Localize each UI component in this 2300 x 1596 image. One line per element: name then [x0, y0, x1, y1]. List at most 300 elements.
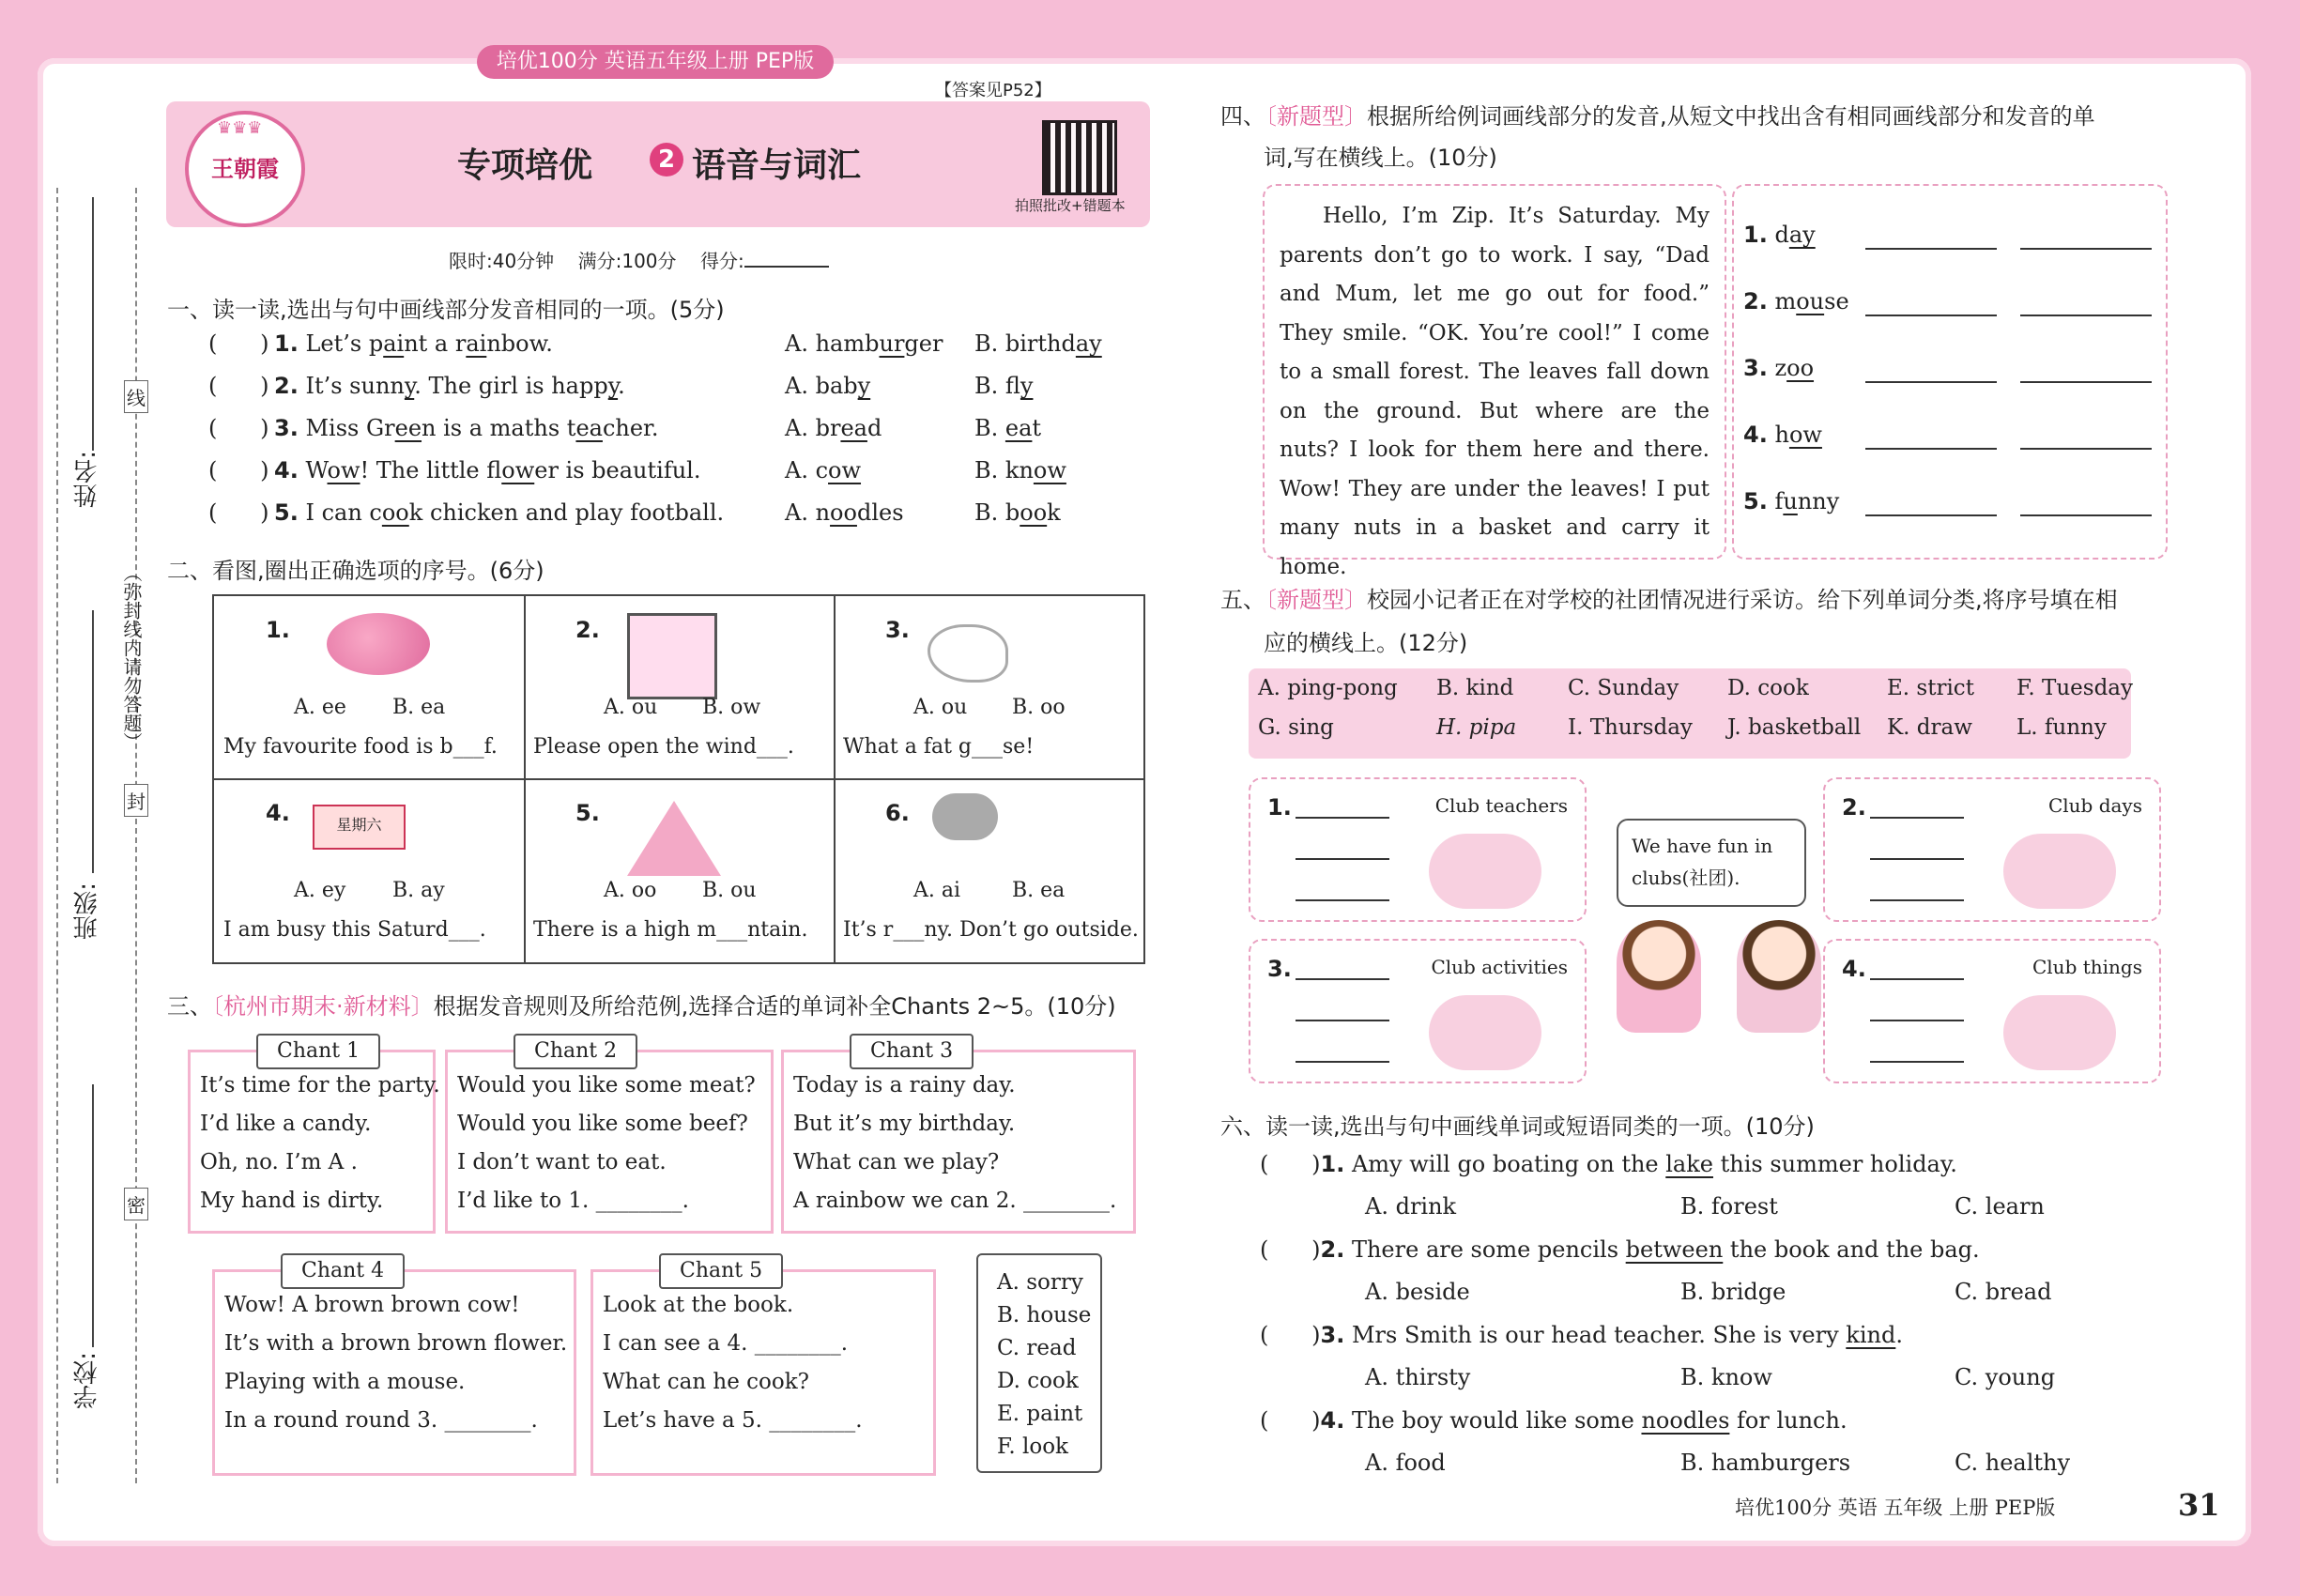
- chant-line: I can see a 4. ________.: [603, 1331, 849, 1356]
- chant-line: Today is a rainy day.: [793, 1073, 1016, 1097]
- underlined-word: between: [1625, 1236, 1724, 1263]
- underlined-sound: ee: [394, 415, 422, 441]
- bubble-line-1: We have fun in: [1632, 835, 1773, 857]
- chant-label: Chant 1: [256, 1034, 380, 1069]
- word-number: 2.: [1743, 288, 1768, 315]
- option-text: dles: [856, 499, 904, 526]
- name-label: 姓名:: [73, 451, 101, 508]
- category-blank[interactable]: [1296, 978, 1389, 980]
- chant-box: [445, 1039, 774, 1234]
- sentence-part: Let’s p: [305, 330, 384, 357]
- girl-reporter-avatar: [1617, 920, 1701, 1033]
- underlined-sound: oo: [381, 499, 409, 526]
- option-a[interactable]: [785, 330, 943, 357]
- option-a[interactable]: A. beside: [1365, 1279, 1470, 1305]
- option-underline: y: [857, 373, 871, 399]
- score-label: 得分:: [699, 250, 744, 272]
- underlined-sound: ow: [327, 457, 360, 483]
- answer-blank-1[interactable]: [1865, 381, 1997, 383]
- speech-bubble: [1617, 819, 1806, 907]
- chant-option: D. cook: [997, 1369, 1079, 1393]
- sentence-part: nt a r: [404, 330, 467, 357]
- word-number: 5.: [1743, 488, 1768, 514]
- category-blank[interactable]: [1870, 817, 1964, 819]
- category-blank[interactable]: [1870, 858, 1964, 860]
- option-text: k: [1047, 499, 1061, 526]
- picture-sentence: It’s r___ny. Don’t go outside.: [843, 918, 1139, 942]
- sentence-part: k chicken and play footb: [408, 499, 689, 526]
- margin-dash-line-1: [56, 188, 60, 1483]
- option-text: A. n: [785, 499, 831, 526]
- option-b[interactable]: B. know: [1680, 1364, 1772, 1390]
- category-box: [1823, 939, 2161, 1083]
- crown-icon: ♛♛♛: [217, 118, 263, 138]
- category-blank[interactable]: [1870, 899, 1964, 901]
- option-a[interactable]: A. oo: [604, 879, 657, 902]
- option-text: ger: [904, 330, 943, 357]
- rain-cloud-icon: [932, 793, 998, 840]
- option-underline: oo: [1020, 499, 1048, 526]
- answer-blank-2[interactable]: [2020, 381, 2152, 383]
- option-text: B. fl: [974, 373, 1020, 399]
- section1-title: 一、读一读,选出与句中画线部分发音相同的一项。(5分): [167, 297, 725, 323]
- school-label: 学校:: [73, 1352, 101, 1409]
- chant-line: Would you like some meat?: [457, 1073, 756, 1097]
- option-b[interactable]: B. ou: [702, 879, 757, 902]
- category-label: Club teachers: [1434, 794, 1568, 817]
- chant-line: Look at the book.: [603, 1293, 794, 1317]
- chant-line: What can he cook?: [603, 1370, 810, 1394]
- footer-text: 培优100分 英语 五年级 上册 PEP版: [1735, 1496, 2056, 1519]
- calendar-saturday-icon: 星期六: [313, 805, 406, 850]
- answer-blank-1[interactable]: [1865, 448, 1997, 450]
- question-number: 3.: [1320, 1322, 1345, 1348]
- time-info: [449, 246, 829, 273]
- section4-tag: 〔新题型〕: [1265, 103, 1367, 130]
- category-blank[interactable]: [1870, 1020, 1964, 1021]
- chant-box: [212, 1259, 576, 1476]
- word-part: f: [1774, 488, 1784, 514]
- time-limit: 限时:40分钟: [449, 250, 555, 272]
- underlined-sound: ea: [575, 415, 603, 441]
- boy-interviewee-avatar: [1737, 920, 1821, 1033]
- picture-number: 2.: [575, 617, 600, 643]
- option-text: B. kn: [974, 457, 1034, 483]
- category-blank[interactable]: [1296, 817, 1389, 819]
- sentence-part: ! The little fl: [360, 457, 502, 483]
- chant-line: Let’s have a 5. ________.: [603, 1408, 863, 1433]
- chant-line: Would you like some beef?: [457, 1112, 748, 1136]
- title-prefix: 专项培优: [457, 146, 593, 185]
- goose-icon: [928, 624, 1008, 683]
- title-number-badge: 2: [650, 143, 683, 176]
- category-blank[interactable]: [1870, 1061, 1964, 1063]
- category-number: 2.: [1842, 794, 1866, 821]
- sentence-part: W: [305, 457, 328, 483]
- question-number: 2.: [274, 373, 299, 399]
- word-bank-item: D. cook: [1727, 676, 1809, 700]
- sentence-part: Mrs Smith is our head teacher. She is very: [1351, 1322, 1847, 1348]
- underlined-sound: ow: [501, 457, 535, 483]
- option-a[interactable]: A. ey: [294, 879, 346, 902]
- option-a[interactable]: [785, 457, 861, 483]
- question-number: 5.: [274, 499, 299, 526]
- chant-label: Chant 5: [659, 1253, 783, 1289]
- class-line: [92, 610, 94, 873]
- example-word-row: [1743, 288, 2156, 315]
- category-box: [1249, 939, 1587, 1083]
- sentence-part: I can c: [305, 499, 382, 526]
- answer-bracket[interactable]: ( ): [1260, 1236, 1321, 1263]
- chant-line: I’d like to 1. ________.: [457, 1189, 689, 1213]
- option-underline: ay: [1075, 330, 1102, 357]
- category-illustration: [1429, 834, 1541, 909]
- section3-title: [167, 988, 1116, 1021]
- chant-option: C. read: [997, 1336, 1077, 1360]
- section5-instruction: 校园小记者正在对学校的社团情况进行采访。给下列单词分类,将序号填在相: [1367, 587, 2118, 613]
- section4-instruction: 根据所给例词画线部分的发音,从短文中找出含有相同画线部分和发音的单: [1367, 103, 2095, 130]
- category-box: [1249, 777, 1587, 922]
- option-c[interactable]: C. learn: [1955, 1193, 2045, 1220]
- option-a[interactable]: A. thirsty: [1365, 1364, 1471, 1390]
- question-sentence: [274, 415, 659, 441]
- chant-line: But it’s my birthday.: [793, 1112, 1016, 1136]
- chant-box: [188, 1039, 440, 1234]
- option-text: B. birthd: [974, 330, 1076, 357]
- word-part: m: [1774, 288, 1797, 315]
- sentence-part: Miss Gr: [305, 415, 395, 441]
- underlined-sound: ai: [383, 330, 405, 357]
- category-illustration: [1429, 995, 1541, 1070]
- seal2-char: 密: [124, 1188, 148, 1220]
- sentence-part: It’s sunn: [305, 373, 405, 399]
- word-part: z: [1774, 355, 1787, 381]
- category-label: Club activities: [1431, 956, 1568, 978]
- picture-sentence: My favourite food is b___f.: [223, 735, 498, 759]
- picture-sentence: I am busy this Saturd___.: [223, 918, 486, 942]
- sentence-part: for lunch.: [1729, 1407, 1848, 1434]
- word-bank-item: I. Thursday: [1568, 715, 1693, 740]
- picture-sentence: There is a high m___ntain.: [533, 918, 808, 942]
- answer-blank-2[interactable]: [2020, 315, 2152, 316]
- option-a[interactable]: [785, 499, 904, 526]
- option-underline: ow: [828, 457, 862, 483]
- title-header: [166, 101, 1150, 227]
- underlined-word: lake: [1665, 1151, 1713, 1177]
- mountain-icon: [627, 801, 721, 876]
- question-sentence: [274, 457, 700, 483]
- school-line: [92, 1084, 94, 1347]
- word-bank-item: B. kind: [1436, 676, 1514, 700]
- option-underline: y: [1020, 373, 1034, 399]
- section3-number: 三、: [167, 993, 212, 1020]
- option-b[interactable]: [974, 499, 1061, 526]
- chant-line: My hand is dirty.: [200, 1189, 384, 1213]
- sentence-part: .: [1895, 1322, 1903, 1348]
- word-bank-item: C. Sunday: [1568, 676, 1679, 700]
- category-blank[interactable]: [1870, 978, 1964, 980]
- example-word-row: [1743, 422, 2156, 448]
- underlined-sound: y: [607, 373, 619, 399]
- option-a[interactable]: [785, 415, 882, 441]
- picture-number: 3.: [885, 617, 910, 643]
- question-sentence: [274, 499, 724, 526]
- question-sentence: [274, 330, 553, 357]
- answer-bracket[interactable]: ( ): [208, 330, 269, 357]
- word-number: 4.: [1743, 422, 1768, 448]
- sentence-part: The boy would like some: [1351, 1407, 1642, 1434]
- option-b[interactable]: B. ea: [392, 696, 446, 719]
- option-b[interactable]: B. forest: [1680, 1193, 1778, 1220]
- option-underline: oo: [830, 499, 857, 526]
- option-underline: ur: [879, 330, 905, 357]
- chant-line: It’s with a brown brown flower.: [224, 1331, 568, 1356]
- section5-number: 五、: [1220, 587, 1265, 613]
- picture-number: 6.: [885, 800, 910, 826]
- class-label: 班级:: [73, 882, 101, 940]
- chant-line: I don’t want to eat.: [457, 1150, 667, 1174]
- category-blank[interactable]: [1296, 858, 1389, 860]
- option-a[interactable]: A. food: [1365, 1450, 1446, 1476]
- word-answers-box: [1732, 184, 2168, 560]
- option-a[interactable]: A. ou: [913, 696, 968, 719]
- word-bank-item: H. pipa: [1436, 715, 1517, 740]
- option-text: A. hamb: [785, 330, 880, 357]
- section1-question: [208, 330, 1147, 368]
- word-underline: ow: [1788, 422, 1822, 448]
- chant-line: It’s time for the party.: [200, 1073, 440, 1097]
- answer-bracket[interactable]: ( ): [1260, 1151, 1321, 1177]
- word-bank-item: F. Tuesday: [2016, 676, 2133, 700]
- underlined-word: noodles: [1641, 1407, 1730, 1434]
- option-text: A. bab: [785, 373, 858, 399]
- word-underline: ay: [1788, 222, 1816, 248]
- answer-blank-2[interactable]: [2020, 514, 2152, 516]
- option-text: B.: [974, 415, 1005, 441]
- section4-instruction-2: 词,写在横线上。(10分): [1264, 145, 1497, 171]
- section6-question: [1260, 1322, 1903, 1348]
- section6-title: 六、读一读,选出与句中画线单词或短语同类的一项。(10分): [1220, 1113, 1815, 1140]
- passage-text: Hello, I’m Zip. It’s Saturday. My parents don’t go to work. I say, “Dad and Mum, let me go out for food.” They smile. “OK. You’re cool!” I come to a small forest. The leaves fall down on the ground. But where are the nuts? I look for them here and there. Wow! They are under the leaves! I put many nuts in a basket and carry it home.: [1280, 204, 1710, 579]
- word-bank-item: K. draw: [1887, 715, 1972, 740]
- question-number: 1.: [1320, 1151, 1345, 1177]
- underlined-sound: y: [404, 373, 415, 399]
- chant-label: Chant 4: [281, 1253, 405, 1289]
- option-text: A. br: [785, 415, 841, 441]
- answer-blank-2[interactable]: [2020, 448, 2152, 450]
- section1-question: [208, 415, 1147, 453]
- answer-blank-1[interactable]: [1865, 514, 1997, 516]
- chant-line: What can we play?: [793, 1150, 1000, 1174]
- option-text: A. c: [785, 457, 829, 483]
- chant-line: A rainbow we can 2. ________.: [793, 1189, 1117, 1213]
- option-a[interactable]: A. drink: [1365, 1193, 1457, 1220]
- word-part: h: [1774, 422, 1789, 448]
- notice-text: （弥封线内请勿答题）: [120, 563, 143, 751]
- category-number: 4.: [1842, 956, 1866, 982]
- category-illustration: [2003, 995, 2116, 1070]
- option-c[interactable]: C. young: [1955, 1364, 2056, 1390]
- option-a[interactable]: A. ai: [913, 879, 961, 902]
- answer-bracket[interactable]: ( ): [208, 457, 269, 483]
- section2-title: 二、看图,圈出正确选项的序号。(6分): [167, 558, 544, 584]
- answer-bracket[interactable]: ( ): [208, 373, 269, 399]
- option-a[interactable]: A. ou: [604, 696, 658, 719]
- section6-question: [1260, 1236, 1980, 1263]
- word-part: d: [1774, 222, 1789, 248]
- seal-char: 封: [124, 784, 148, 817]
- option-b[interactable]: B. ay: [392, 879, 445, 902]
- chant-line: Playing with a mouse.: [224, 1370, 466, 1394]
- category-blank[interactable]: [1296, 1020, 1389, 1021]
- section4-title: [1220, 96, 2216, 178]
- option-b[interactable]: [974, 415, 1041, 441]
- section6-question: [1260, 1407, 1848, 1434]
- category-label: Club days: [2047, 794, 2142, 817]
- example-word-row: [1743, 355, 2156, 381]
- section1-question: [208, 499, 1147, 537]
- chant-line: In a round round 3. ________.: [224, 1408, 538, 1433]
- category-blank[interactable]: [1296, 1061, 1389, 1063]
- section6-question: [1260, 1151, 1957, 1177]
- word-underline: ou: [1796, 288, 1825, 315]
- word-part: se: [1824, 288, 1849, 315]
- option-b[interactable]: B. ea: [1012, 879, 1066, 902]
- sentence-part: n is a maths t: [422, 415, 576, 441]
- logo: [185, 111, 305, 227]
- category-illustration: [2003, 834, 2116, 909]
- option-b[interactable]: B. bridge: [1680, 1279, 1786, 1305]
- question-number: 4.: [1320, 1407, 1345, 1434]
- section4-number: 四、: [1220, 103, 1265, 130]
- answer-ref: 【答案见P52】: [935, 81, 1051, 100]
- option-c[interactable]: C. healthy: [1955, 1450, 2071, 1476]
- full-score: 满分:100分: [577, 250, 677, 272]
- word-bank-item: E. strict: [1887, 676, 1974, 700]
- answer-bracket[interactable]: ( ): [208, 499, 269, 526]
- category-label: Club things: [2032, 956, 2142, 978]
- sentence-part: .: [618, 373, 625, 399]
- sentence-part: Amy will go boating on the: [1351, 1151, 1666, 1177]
- question-number: 3.: [274, 415, 299, 441]
- chant-box: [781, 1039, 1136, 1234]
- option-b[interactable]: [974, 457, 1066, 483]
- passage-box: [1263, 184, 1726, 579]
- option-a[interactable]: A. ee: [294, 696, 346, 719]
- answer-bracket[interactable]: ( ): [1260, 1322, 1321, 1348]
- chant-line: I’d like a candy.: [200, 1112, 372, 1136]
- section5-instruction-2: 应的横线上。(12分): [1264, 630, 1468, 656]
- word-underline: oo: [1786, 355, 1815, 381]
- option-text: B. b: [974, 499, 1020, 526]
- qr-caption: 拍照批改+错题本: [1015, 197, 1126, 214]
- chant-option: F. look: [997, 1435, 1068, 1459]
- sentence-part: . The girl is happ: [414, 373, 608, 399]
- binding-margin: [56, 188, 150, 1483]
- chant-label: Chant 3: [850, 1034, 974, 1069]
- answer-bracket[interactable]: ( ): [1260, 1407, 1321, 1434]
- option-text: t: [1032, 415, 1042, 441]
- picture-number: 1.: [266, 617, 290, 643]
- answer-bracket[interactable]: ( ): [208, 415, 269, 441]
- section5-tag: 〔新题型〕: [1265, 587, 1367, 613]
- chant-option: A. sorry: [997, 1270, 1083, 1295]
- sentence-part: cher.: [602, 415, 659, 441]
- picture-number: 4.: [266, 800, 290, 826]
- underlined-sound: ai: [466, 330, 487, 357]
- word-underline: u: [1783, 488, 1798, 514]
- chant-option: B. house: [997, 1303, 1092, 1327]
- option-underline: ow: [1033, 457, 1066, 483]
- option-underline: ea: [1004, 415, 1033, 441]
- option-b[interactable]: B. oo: [1012, 696, 1066, 719]
- word-bank-item: A. ping-pong: [1258, 676, 1398, 700]
- section1-question: [208, 457, 1147, 495]
- question-number: 4.: [274, 457, 299, 483]
- option-b[interactable]: [974, 330, 1102, 357]
- sentence-part: There are some pencils: [1351, 1236, 1626, 1263]
- answer-blank-1[interactable]: [1865, 315, 1997, 316]
- category-blank[interactable]: [1296, 899, 1389, 901]
- chant-line: Oh, no. I’m A .: [200, 1150, 358, 1174]
- question-sentence: [274, 373, 625, 399]
- beef-icon: [327, 613, 430, 675]
- options-scroll: [976, 1253, 1102, 1473]
- page-title: 语音与词汇: [692, 146, 862, 185]
- category-number: 1.: [1267, 794, 1292, 821]
- sentence-part: er is beautiful.: [534, 457, 701, 483]
- grid-hline: [214, 778, 1143, 780]
- page-number: 31: [2178, 1487, 2220, 1523]
- answer-blank-2[interactable]: [2020, 248, 2152, 250]
- chant-label: Chant 2: [514, 1034, 637, 1069]
- section5-title: [1220, 578, 2216, 665]
- chant-box: [590, 1259, 936, 1476]
- word-bank: [1249, 668, 2131, 759]
- section2-grid: [212, 594, 1145, 964]
- category-box: [1823, 777, 2161, 922]
- section3-instruction: 根据发音规则及所给范例,选择合适的单词补全Chants 2~5。(10分): [433, 993, 1116, 1020]
- word-bank-item: G. sing: [1258, 715, 1334, 740]
- option-a[interactable]: [785, 373, 870, 399]
- option-text: d: [866, 415, 882, 441]
- sentence-part: all.: [688, 499, 725, 526]
- sentence-part: nbow.: [486, 330, 553, 357]
- sentence-part: this summer holiday.: [1712, 1151, 1957, 1177]
- logo-text: 王朝霞: [211, 155, 279, 182]
- word-bank-item: J. basketball: [1727, 715, 1862, 740]
- question-number: 1.: [274, 330, 299, 357]
- word-number: 3.: [1743, 355, 1768, 381]
- option-b[interactable]: B. ow: [702, 696, 761, 719]
- section3-tag: 〔杭州市期末·新材料〕: [212, 993, 434, 1020]
- chant-line: Wow! A brown brown cow!: [224, 1293, 520, 1317]
- score-blank[interactable]: [744, 266, 829, 268]
- sentence-part: the book and the bag.: [1723, 1236, 1980, 1263]
- word-number: 1.: [1743, 222, 1768, 248]
- option-b[interactable]: [974, 373, 1033, 399]
- example-word-row: [1743, 488, 2156, 514]
- underlined-word: kind: [1846, 1322, 1896, 1348]
- option-c[interactable]: C. bread: [1955, 1279, 2052, 1305]
- section1-question: [208, 373, 1147, 410]
- option-b[interactable]: B. hamburgers: [1680, 1450, 1851, 1476]
- word-bank-item: L. funny: [2016, 715, 2107, 740]
- qr-code-icon[interactable]: [1042, 120, 1117, 195]
- name-line: [92, 197, 94, 451]
- chant-option: E. paint: [997, 1402, 1083, 1426]
- answer-blank-1[interactable]: [1865, 248, 1997, 250]
